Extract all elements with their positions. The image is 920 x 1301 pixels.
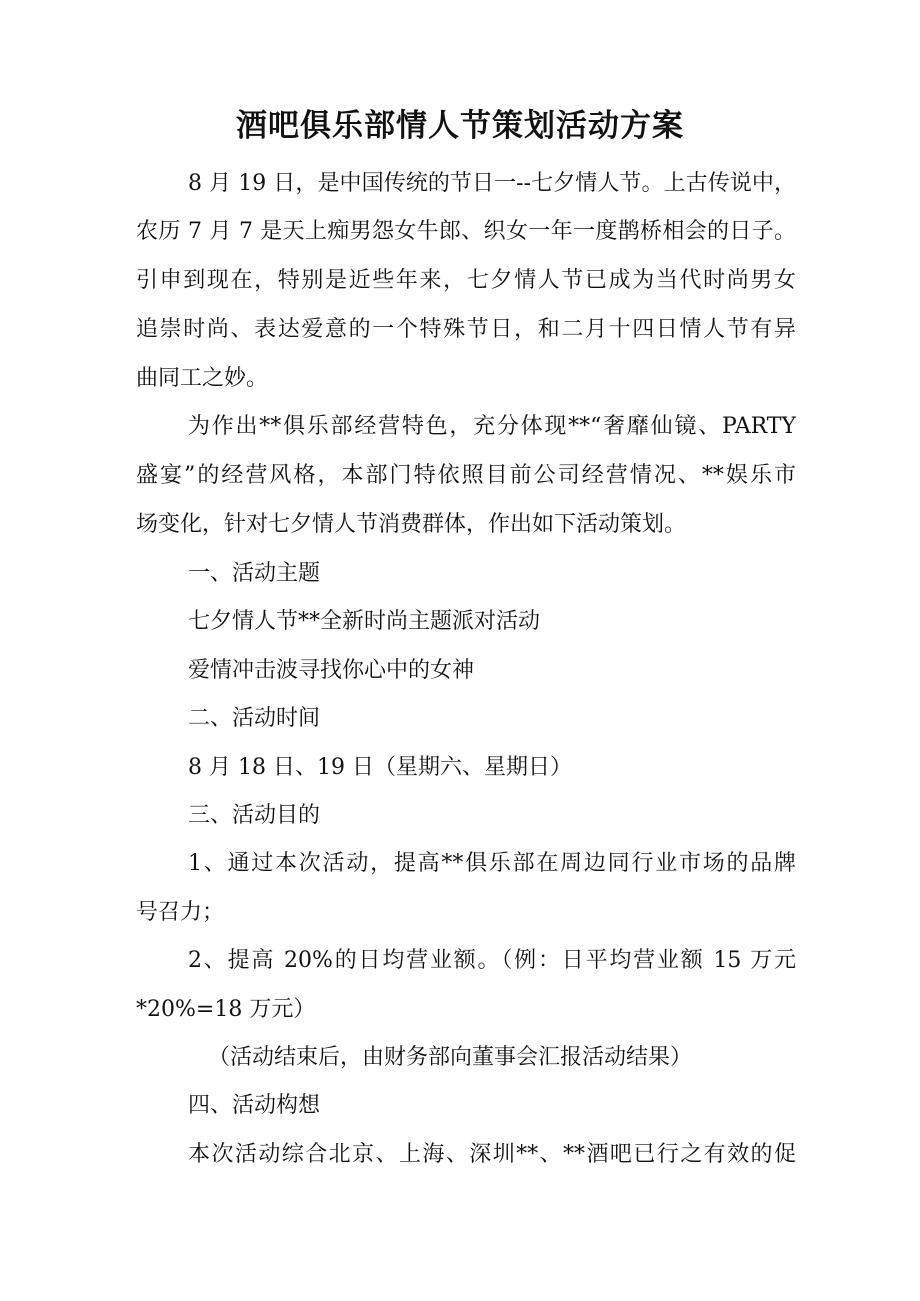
goal2-line-1: 2、提高 20%的日均营业额。（例：日平均营业额 15 万元 (188, 948, 796, 973)
theme-line-2: 爱情冲击波寻找你心中的女神 (188, 658, 475, 683)
goal2-line-2: *20%=18 万元） (136, 997, 316, 1022)
intro-line-3: 引申到现在，特别是近些年来，七夕情人节已成为当代时尚男女 (136, 268, 796, 293)
purpose-line-2: 盛宴”的经营风格，本部门特依照目前公司经营情况、**娱乐市 (136, 463, 796, 488)
goal1-line-2: 号召力； (136, 900, 225, 925)
time-line: 8 月 18 日、19 日（星期六、星期日） (188, 755, 572, 780)
goal-note: （活动结束后，由财务部向董事会汇报活动结果） (208, 1045, 693, 1070)
intro-line-1: 8 月 19 日，是中国传统的节日一--七夕情人节。上古传说中， (188, 171, 796, 196)
intro-line-2: 农历 7 月 7 是天上痴男怨女牛郎、织女一年一度鹊桥相会的日子。 (136, 219, 796, 244)
purpose-line-1: 为作出**俱乐部经营特色，充分体现**“奢靡仙镜、PARTY (188, 414, 796, 439)
section-heading-theme: 一、活动主题 (188, 561, 321, 586)
intro-line-5: 曲同工之妙。 (136, 366, 269, 391)
purpose-line-3: 场变化，针对七夕情人节消费群体，作出如下活动策划。 (136, 512, 687, 537)
document-title: 酒吧俱乐部情人节策划活动方案 (236, 108, 684, 144)
concept-line-1: 本次活动综合北京、上海、深圳**、**酒吧已行之有效的促 (188, 1142, 796, 1167)
intro-line-4: 追崇时尚、表达爱意的一个特殊节日，和二月十四日情人节有异 (136, 317, 796, 342)
theme-line-1: 七夕情人节**全新时尚主题派对活动 (188, 609, 541, 634)
section-heading-time: 二、活动时间 (188, 706, 321, 731)
goal1-line-1: 1、通过本次活动，提高**俱乐部在周边同行业市场的品牌 (188, 851, 796, 876)
section-heading-concept: 四、活动构想 (188, 1093, 321, 1118)
section-heading-goal: 三、活动目的 (188, 803, 321, 828)
